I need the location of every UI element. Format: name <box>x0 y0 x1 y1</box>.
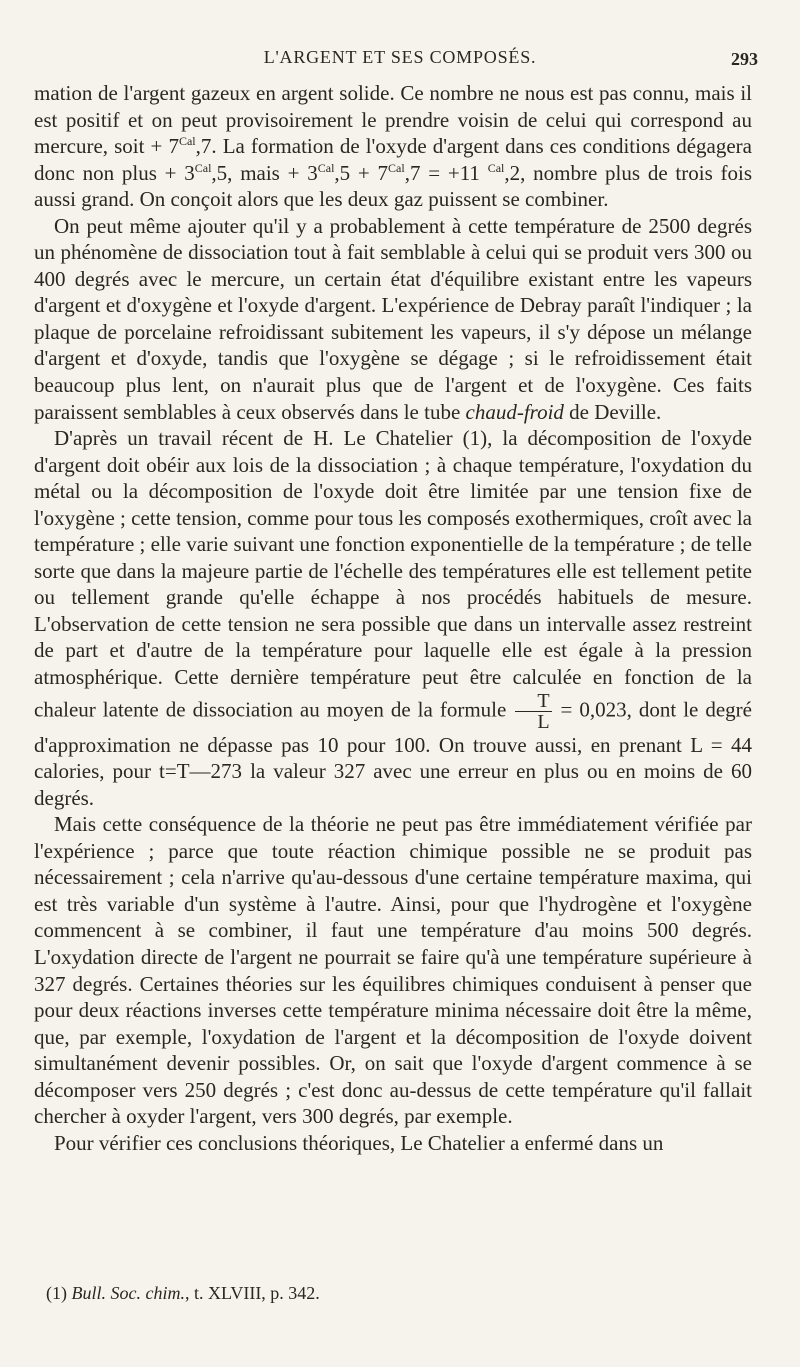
running-head <box>0 44 800 74</box>
paragraph-5: Pour vérifier ces conclusions théoriques, Le Chatelier a enfermé dans un <box>54 1130 664 1155</box>
paragraph-2: On peut même ajouter qu'il y a probablement à cette température de 2500 degrés un phénomène de dissociation tout à fait semblable à celui qui se produit vers 300 ou 400 degrés avec le mercure, un certain état d'équilibre existant entre les vapeurs d'argent et d'oxygène et l'oxyde d'argent. L'expérience de Debray paraît l'indiquer ; la plaque de porcelaine refroidissant subitement les vapeurs, il s'y dépose un mélange d'argent et d'oxyde, tandis que l'oxygène se dégage ; si le refroidissement était beaucoup plus lent, on n'aurait plus que de l'argent et de l'oxygène. Ces faits paraissent semblables à ceux observés dans le tube chaud-froid de Deville. <box>34 213 752 424</box>
body-text <box>34 80 752 1156</box>
page-number: 293 <box>731 49 758 69</box>
paragraph-3: D'après un travail récent de H. Le Chatelier (1), la décomposition de l'oxyde d'argent doit obéir aux lois de la dissociation ; à chaque température, l'oxydation du métal ou la décomposition de l'oxyde doit être limitée par une tension fixe de l'oxygène ; cette tension, comme pour tous les composés exothermiques, croît avec la température ; elle varie suivant une fonction exponentielle de la température ; de telle sorte que dans la majeure partie de l'échelle des températures elle est tellement petite ou tellement grande qu'elle échappe à nos procédés habituels de mesure. L'observation de cette tension ne sera possible que dans un intervalle assez restreint de part et d'autre de la température pour laquelle elle est égale à la pression atmosphérique. Cette dernière température peut être calculée en fonction de la chaleur latente de dissociation au moyen de la formule $\frac{T}{L}$ = 0,023, dont le degré d'approximation ne dépasse pas 10 pour 100. On trouve aussi, en prenant L = 44 calories, pour t=T—273 la valeur 327 avec une erreur en plus ou en moins de 60 degrés. <box>34 426 752 810</box>
italic-term: chaud-froid <box>465 399 564 424</box>
paragraph-4: Mais cette conséquence de la théorie ne peut pas être immédiatement vérifiée par l'expérience ; parce que toute réaction chimique possible ne se produit pas nécessairement ; cela n'arrive qu'au-dessous d'une certaine température maxima, qui est très variable d'un système à l'autre. Ainsi, pour que l'hydrogène et l'oxygène commencent à se combiner, il faut une température d'au moins 500 degrés. L'oxydation directe de l'argent ne pourrait se faire qu'à une température supérieure à 327 degrés. Certaines théories sur les équilibres chimiques conduisent à penser que pour deux réactions inverses cette température minima nécessaire doit être la même, que, par exemple, l'oxydation de l'argent et la décomposition de l'oxyde doivent simultanément devenir possibles. Or, on sait que l'oxyde d'argent commence à se décomposer vers 250 degrés ; c'est donc au-dessus de cette température qu'il fallait chercher à oxyder l'argent, vers 300 degrés, par exemple. <box>34 812 752 1129</box>
formula-fraction: $\frac{T}{L}$ <box>515 691 551 732</box>
running-title: L'ARGENT ET SES COMPOSÉS. <box>263 47 537 67</box>
paragraph-1: mation de l'argent gazeux en argent solide. Ce nombre ne nous est pas connu, mais il est positif et on peut provisoirement le prendre voisin de celui qui correspond au mercure, soit + $7^{Cal},7$. La formation de l'oxyde d'argent dans ces conditions dégagera donc non plus + $3^{Cal},5$, mais + $3^{Cal},5 + 7^{Cal},7 = +11$ $^{Cal}$,2, nombre plus de trois fois aussi grand. On conçoit alors que les deux gaz puissent se combiner. <box>34 81 753 212</box>
footnote: (1) Bull. Soc. chim., t. XLVIII, p. 342. <box>46 1283 320 1303</box>
